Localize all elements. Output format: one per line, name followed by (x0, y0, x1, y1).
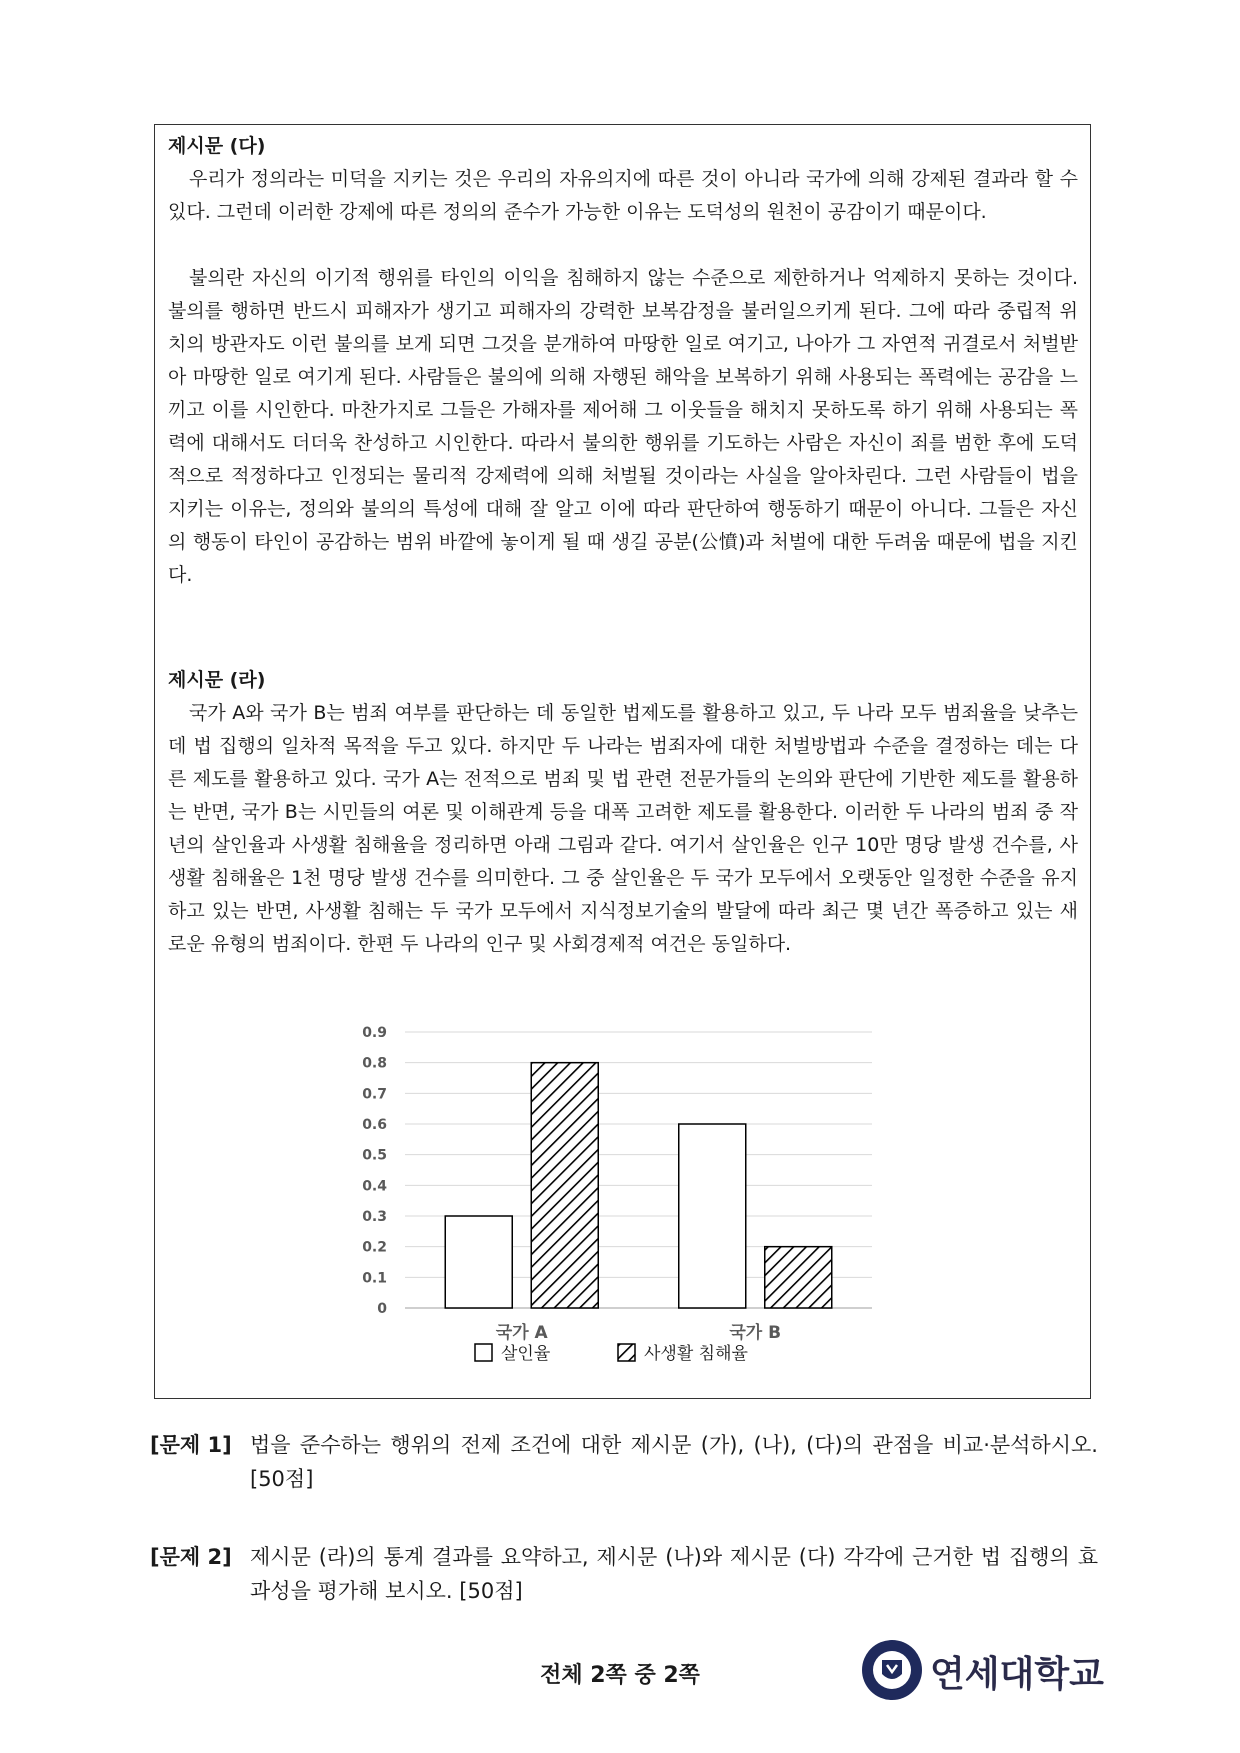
university-name: 연세대학교 (930, 1654, 1104, 1695)
legend-swatch (475, 1344, 492, 1361)
passage-c-paragraph-1: 우리가 정의라는 미덕을 지키는 것은 우리의 자유의지에 따른 것이 아니라 국가에 의해 강제된 결과라 할 수 있다. 그런데 이러한 강제에 따른 정의의 준수가 가능한 이유는 도덕성의 원천이 공감이기 때문이다. (168, 168, 1078, 223)
question-2-text: 제시문 (라)의 통계 결과를 요약하고, 제시문 (나)와 제시문 (다) 각각에 근거한 법 집행의 효과성을 평가해 보시오. [50점] (250, 1545, 1098, 1603)
page-number: 전체 2쪽 중 2쪽 (540, 1663, 700, 1688)
bar-murder-rate-country-a (445, 1216, 512, 1308)
y-tick-label: 0.9 (362, 1025, 387, 1041)
legend-label: 살인율 (501, 1344, 551, 1364)
passage-c-paragraph-2: 불의란 자신의 이기적 행위를 타인의 이익을 침해하지 않는 수준으로 제한하거나 억제하지 못하는 것이다. 불의를 행하면 반드시 피해자가 생기고 피해자의 강력한 보복감정을 불러일으키게 된다. 그에 따라 중립적 위치의 방관자도 이런 불의를 보게 되면 그것을 분개하여 마땅한 일로 여기고, 나아가 그 자연적 귀결로서 처벌받아 마땅한 일로 여기게 된다. 사람들은 불의에 의해 자행된 해악을 보복하기 위해 사용되는 폭력에는 공감을 느끼고 이를 시인한다. 마찬가지로 그들은 가해자를 제어해 그 이웃들을 해치지 못하도록 하기 위해 사용되는 폭력에 대해서도 더더욱 찬성하고 시인한다. 따라서 불의한 행위를 기도하는 사람은 자신이 죄를 범한 후에 도덕적으로 적정하다고 인정되는 물리적 강제력에 의해 처벌될 것이라는 사실을 알아차린다. 그런 사람들이 법을 지키는 이유는, 정의와 불의의 특성에 대해 잘 알고 이에 따라 판단하여 행동하기 때문이 아니다. 그들은 자신의 행동이 타인이 공감하는 범위 바깥에 놓이게 될 때 생길 공분(公憤)과 처벌에 대한 두려움 때문에 법을 지킨다. (168, 267, 1078, 586)
legend-label: 사생활 침해율 (644, 1344, 748, 1364)
bar-privacy-violation-rate-country-a (531, 1063, 598, 1308)
bar-murder-rate-country-b (679, 1124, 746, 1308)
question-1-label: [문제 1] (150, 1433, 232, 1457)
legend-swatch (618, 1344, 635, 1361)
passage-c-title: 제시문 (다) (168, 135, 266, 157)
y-tick-label: 0 (377, 1301, 387, 1317)
y-tick-label: 0.7 (362, 1086, 387, 1103)
x-category-label: 국가 A (495, 1323, 548, 1343)
y-tick-label: 0.8 (362, 1055, 387, 1072)
passage-d-title: 제시문 (라) (168, 669, 266, 691)
question-1-text: 법을 준수하는 행위의 전제 조건에 대한 제시문 (가), (나), (다)의 관점을 비교·분석하시오. [50점] (250, 1433, 1098, 1491)
x-category-label: 국가 B (729, 1323, 782, 1343)
university-seal-icon (860, 1638, 924, 1702)
y-tick-label: 0.5 (362, 1147, 387, 1164)
y-tick-label: 0.2 (362, 1239, 387, 1256)
y-tick-label: 0.6 (362, 1117, 387, 1133)
y-tick-label: 0.1 (362, 1270, 387, 1287)
passage-d-paragraph: 국가 A와 국가 B는 범죄 여부를 판단하는 데 동일한 법제도를 활용하고 있고, 두 나라 모두 범죄율을 낮추는 데 법 집행의 일차적 목적을 두고 있다. 하지만 두 나라는 범죄자에 대한 처벌방법과 수준을 결정하는 데는 다른 제도를 활용하고 있다. 국가 A는 전적으로 범죄 및 법 관련 전문가들의 논의와 판단에 기반한 제도를 활용하는 반면, 국가 B는 시민들의 여론 및 이해관계 등을 대폭 고려한 제도를 활용한다. 이러한 두 나라의 범죄 중 작년의 살인율과 사생활 침해율을 정리하면 아래 그림과 같다. 여기서 살인율은 인구 10만 명당 발생 건수를, 사생활 침해율은 1천 명당 발생 건수를 의미한다. 그 중 살인율은 두 국가 모두에서 오랫동안 일정한 수준을 유지하고 있는 반면, 사생활 침해는 두 국가 모두에서 지식정보기술의 발달에 따라 최근 몇 년간 폭증하고 있는 새로운 유형의 범죄이다. 한편 두 나라의 인구 및 사회경제적 여건은 동일하다. (168, 702, 1078, 955)
bar-chart (340, 1012, 900, 1392)
bar-privacy-violation-rate-country-b (765, 1247, 832, 1308)
y-tick-label: 0.4 (362, 1178, 387, 1195)
question-2-label: [문제 2] (150, 1545, 232, 1569)
y-tick-label: 0.3 (362, 1209, 387, 1225)
